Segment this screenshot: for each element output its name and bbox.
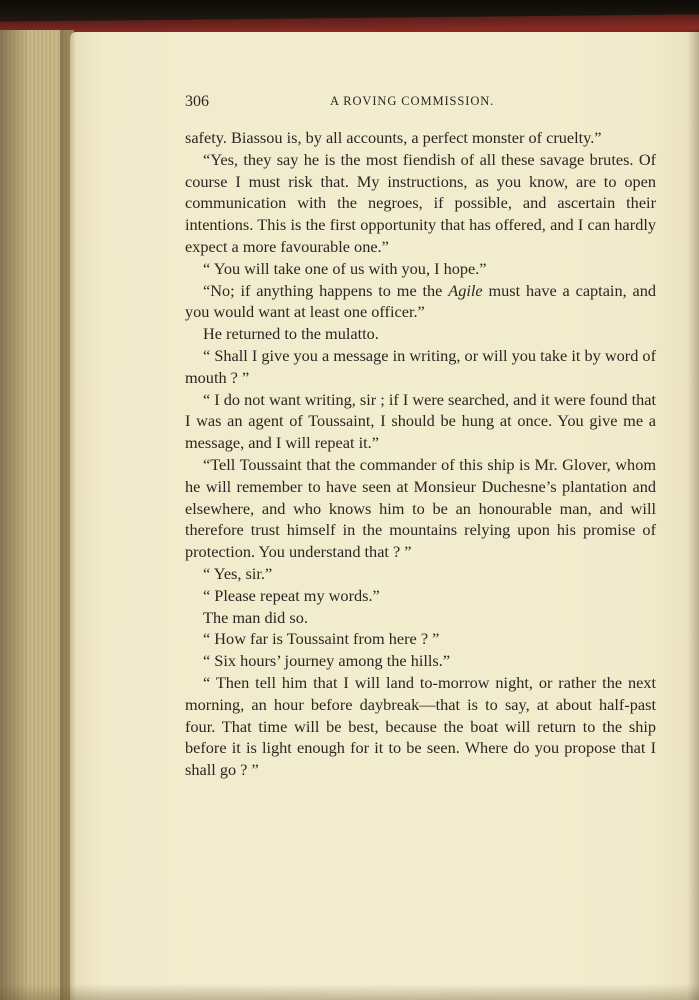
paragraph: safety. Biassou is, by all accounts, a perfect monster of cruelty.” [185,128,602,147]
ship-name: Agile [448,280,483,300]
paragraph: “ I do not want writing, sir ; if I were searched, and it were found that I was an agent of Toussaint, I should be hung at once. You give me a message, and I will repeat it.” [185,389,657,453]
paragraph-text: “No; if anything happens to me the [203,280,449,300]
page-number: 306 [185,93,209,110]
paragraph: “ Then tell him that I will land to-morrow night, or rather the next morning, an hour before daybreak—that is to say, at about half-past four. That time will be best, because the boat will return to the ship before it is light enough for it to be seen. Where do you propose that I shall go ? ” [185,672,656,780]
paragraph: “ Please repeat my words.” [203,585,380,605]
paragraph: “Tell Toussaint that the commander of this ship is Mr. Glover, whom he will remember to have seen at Monsieur Duchesne’s plantation and elsewhere, and who knows him to be an honourable man, and will therefore trust himself in the mountains relying upon his promise of protection. You understand that ? ” [185,454,656,562]
page-bottom-shadow [0,984,699,1000]
running-head [185,93,655,113]
paragraph: The man did so. [203,607,308,627]
paragraph: “ Shall I give you a message in writing, or will you take it by word of mouth ? ” [185,345,656,387]
page-right-shadow [687,30,699,1000]
paragraph-text: must have a captain, and you would want at least one officer.” [185,280,657,322]
paragraph: He returned to the mulatto. [203,324,379,344]
page-gutter-shadow [60,30,76,1000]
paragraph: “ You will take one of us with you, I hope.” [203,258,487,278]
paragraph: “ How far is Toussaint from here ? ” [203,629,440,649]
paragraph: “ Yes, sir.” [203,563,273,583]
paragraph: “ Six hours’ journey among the hills.” [203,651,451,671]
paragraph [185,280,656,324]
paragraph: “Yes, they say he is the most fiendish of all these savage brutes. Of course I must risk that. My instructions, as you know, are to open communication with the negroes, if possible, and ascertain their intentions. This is the first opportunity that has offered, and I can hardly expect a more favourable one.” [185,149,656,256]
running-title: A ROVING COMMISSION. [330,94,495,108]
body-text [185,127,656,781]
